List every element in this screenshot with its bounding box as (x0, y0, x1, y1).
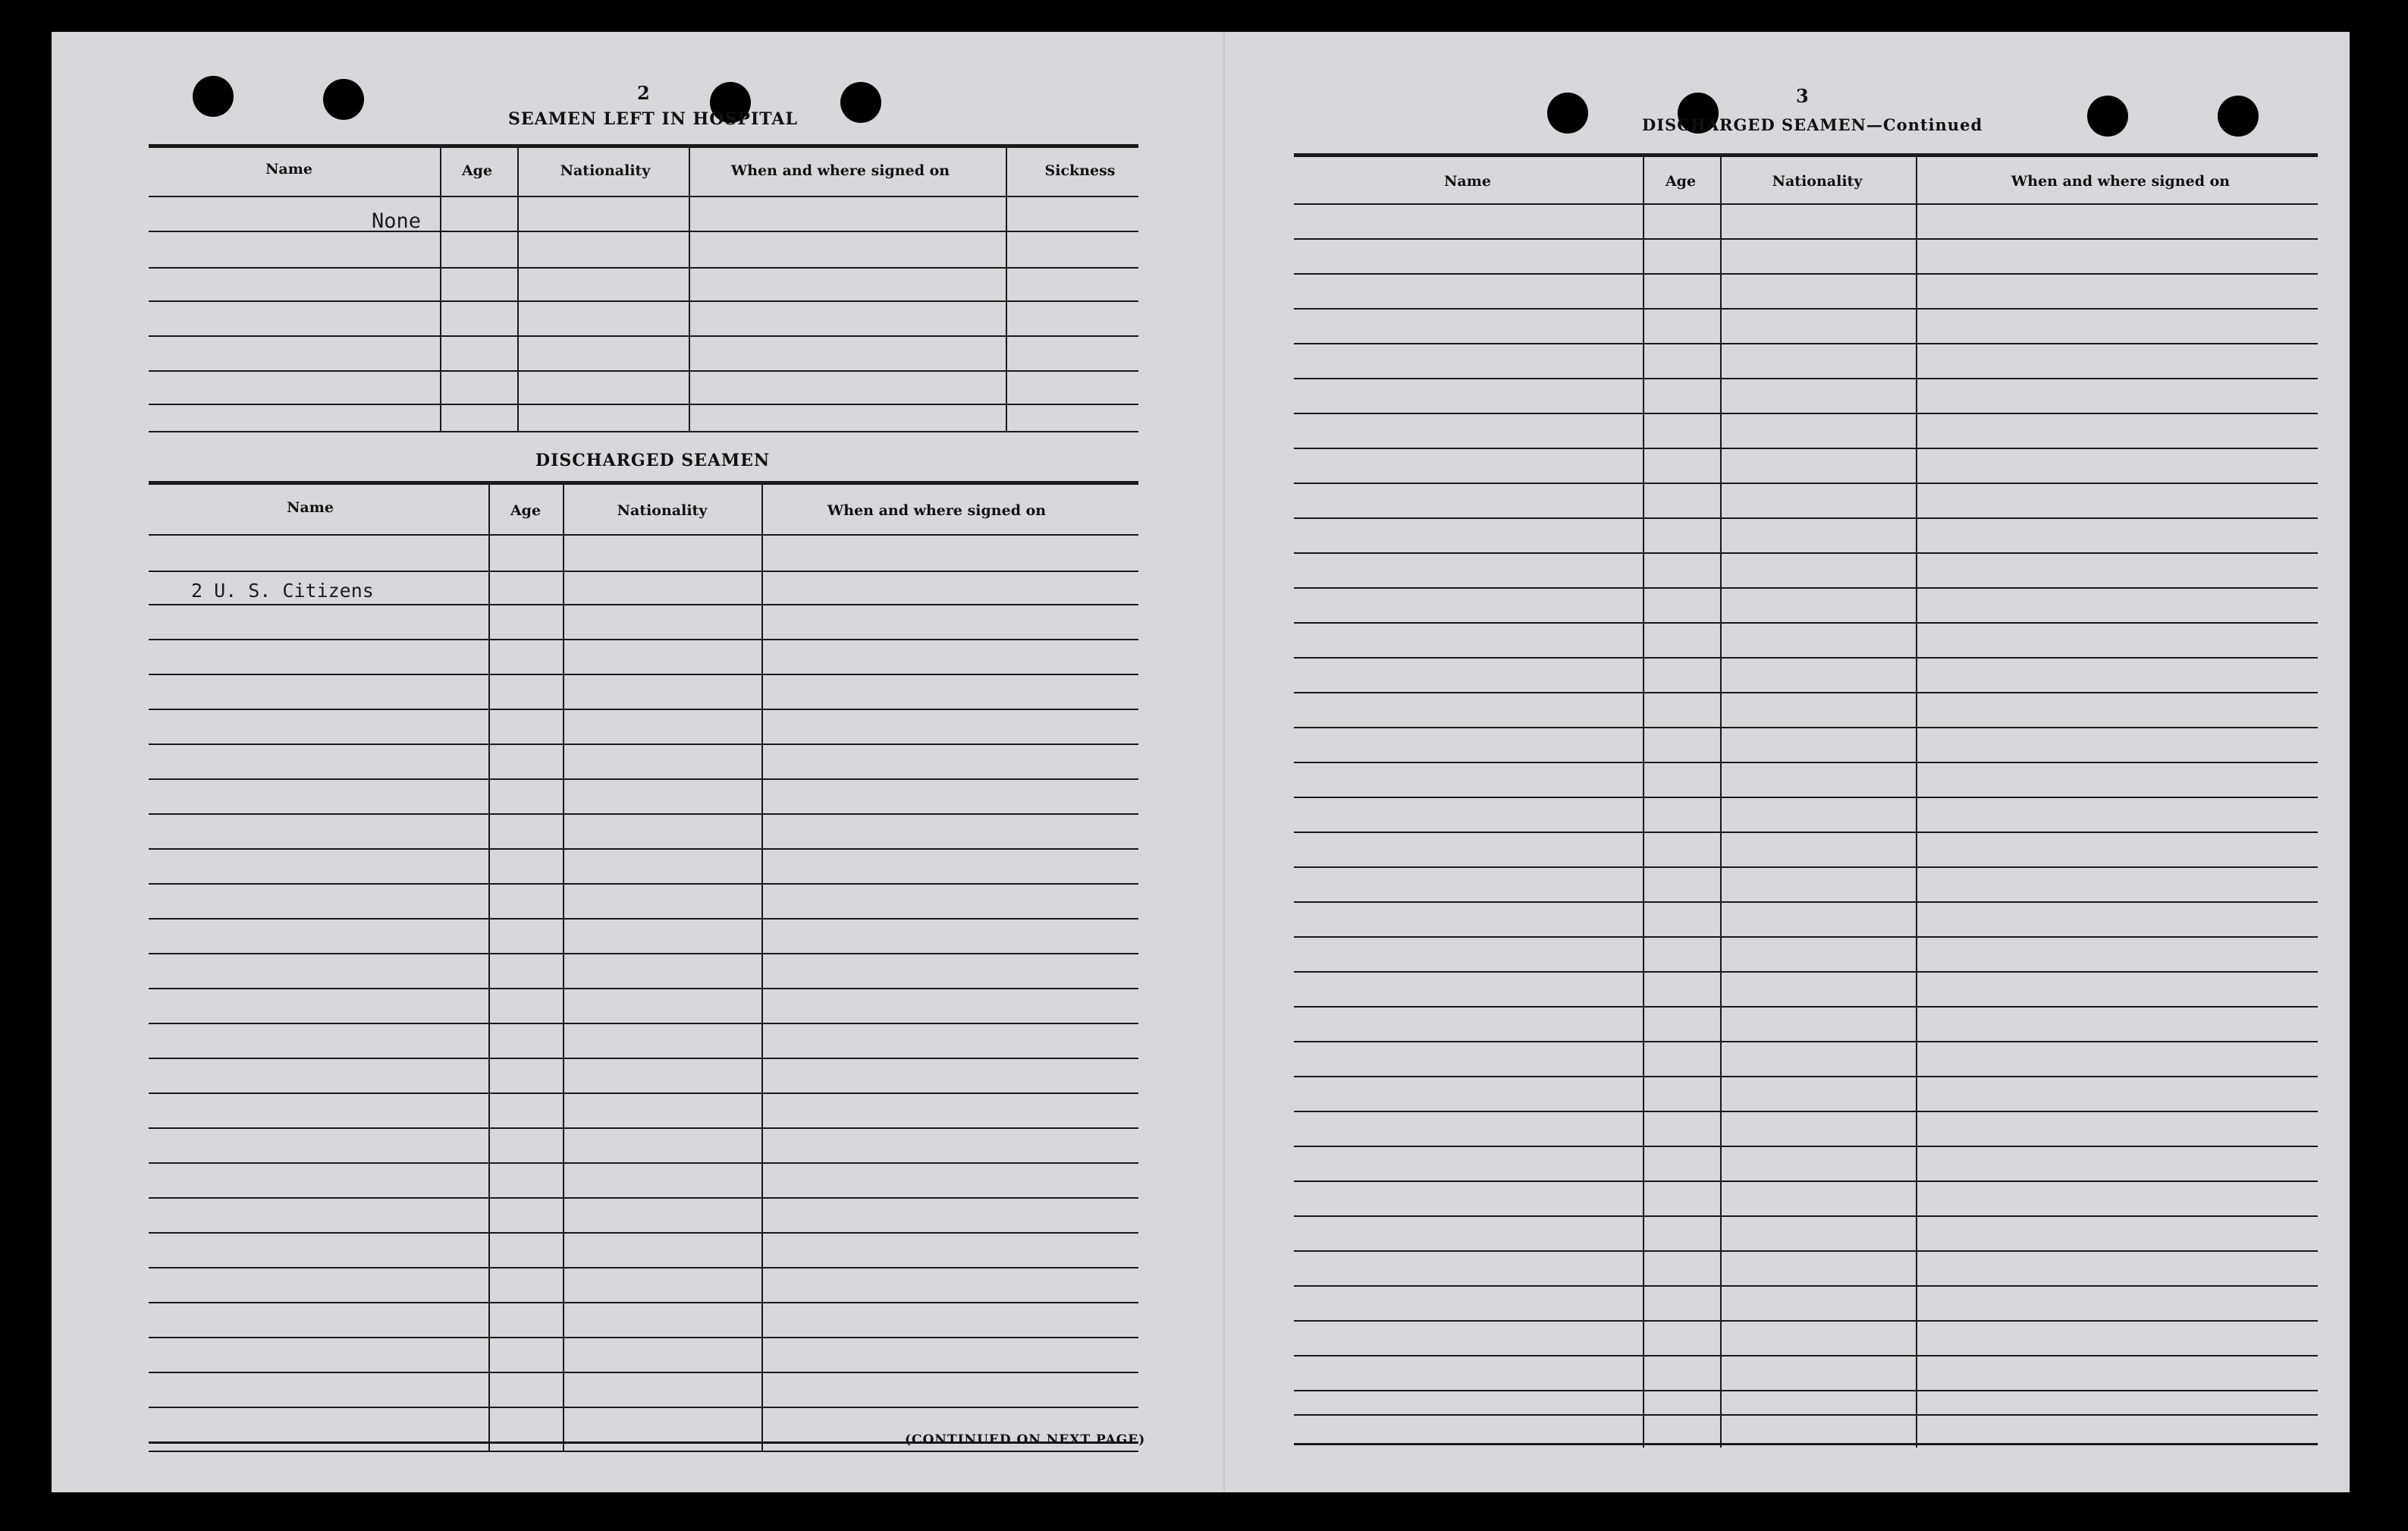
table-row-line (149, 571, 1138, 572)
table-rule (1294, 1443, 2318, 1445)
column-header-nationality: Nationality (560, 162, 651, 179)
table-row-line (149, 883, 1138, 885)
punch-hole (1547, 93, 1588, 134)
table-row-line (149, 1267, 1138, 1268)
table-row-line (1294, 552, 2318, 554)
table-rule (149, 144, 1138, 148)
hospital-section-title: SEAMEN LEFT IN HOSPITAL (508, 109, 798, 129)
column-header-name: Name (265, 161, 312, 178)
column-divider (1643, 156, 1644, 1448)
page-number: 3 (1796, 85, 1809, 107)
table-row-line (149, 1127, 1138, 1129)
table-row-line (1294, 343, 2318, 344)
table-row-line (149, 1162, 1138, 1164)
table-row-line (1294, 517, 2318, 519)
punch-hole (193, 76, 234, 117)
table-row-line (1294, 657, 2318, 659)
page-number: 2 (637, 82, 650, 104)
table-row-line (149, 674, 1138, 675)
hospital-entry: None (372, 209, 422, 233)
table-row-line (1294, 622, 2318, 624)
table-row-line (149, 1023, 1138, 1024)
column-divider (488, 484, 490, 1452)
column-header-when-where-signed-on: When and where signed on (2011, 173, 2231, 190)
table-row-line (149, 1302, 1138, 1303)
table-row-line (149, 431, 1138, 432)
page-fold (1223, 32, 1225, 1492)
table-row-line (1294, 901, 2318, 903)
column-header-when-where-signed-on: When and where signed on (730, 162, 950, 179)
table-row-line (149, 196, 1138, 197)
punch-hole (2087, 96, 2128, 137)
column-header-when-where-signed-on: When and where signed on (827, 502, 1047, 519)
punch-hole (2218, 96, 2259, 137)
discharged-continued-title: DISCHARGED SEAMEN—Continued (1642, 115, 1983, 134)
table-row-line (149, 639, 1138, 640)
table-row-line (1294, 692, 2318, 693)
table-row-line (1294, 1250, 2318, 1252)
column-header-age: Age (1665, 173, 1697, 190)
column-divider (1006, 147, 1007, 432)
table-row-line (149, 335, 1138, 337)
table-row-line (149, 1058, 1138, 1059)
table-row-line (1294, 1320, 2318, 1322)
table-row-line (149, 370, 1138, 372)
table-row-line (1294, 378, 2318, 379)
column-header-age: Age (510, 502, 542, 519)
punch-hole (840, 82, 881, 123)
table-row-line (1294, 273, 2318, 275)
table-row-line (1294, 1355, 2318, 1357)
table-row-line (1294, 866, 2318, 868)
table-rule (1294, 153, 2318, 157)
table-row-line (149, 404, 1138, 405)
table-row-line (1294, 1180, 2318, 1182)
discharged-entry: 2 U. S. Citizens (191, 580, 374, 602)
table-row-line (1294, 727, 2318, 728)
table-row-line (1294, 797, 2318, 798)
document-sheet (52, 32, 2350, 1492)
table-row-line (1294, 1146, 2318, 1147)
table-row-line (149, 778, 1138, 780)
table-row-line (149, 1372, 1138, 1373)
column-header-name: Name (287, 499, 334, 516)
column-header-nationality: Nationality (617, 502, 708, 519)
table-row-line (1294, 308, 2318, 310)
table-row-line (1294, 1390, 2318, 1391)
table-rule (149, 1451, 1138, 1452)
table-row-line (1294, 1414, 2318, 1416)
table-row-line (1294, 1006, 2318, 1008)
table-row-line (1294, 238, 2318, 240)
column-divider (440, 147, 441, 432)
table-row-line (149, 604, 1138, 605)
table-row-line (1294, 203, 2318, 205)
table-row-line (149, 743, 1138, 745)
table-row-line (1294, 413, 2318, 414)
table-row-line (149, 1232, 1138, 1234)
table-rule (149, 481, 1138, 485)
discharged-section-title: DISCHARGED SEAMEN (535, 451, 771, 470)
column-header-sickness: Sickness (1044, 162, 1116, 179)
column-header-name: Name (1444, 173, 1491, 190)
continued-note: (CONTINUED ON NEXT PAGE) (905, 1432, 1146, 1448)
table-row-line (149, 267, 1138, 269)
column-divider (1916, 156, 1917, 1448)
table-row-line (1294, 936, 2318, 938)
table-row-line (149, 1337, 1138, 1338)
table-row-line (1294, 483, 2318, 484)
column-divider (761, 484, 763, 1452)
column-header-nationality: Nationality (1772, 173, 1863, 190)
table-row-line (149, 848, 1138, 850)
table-row-line (1294, 448, 2318, 449)
table-row-line (1294, 832, 2318, 833)
column-divider (1720, 156, 1722, 1448)
table-row-line (1294, 1076, 2318, 1077)
table-row-line (149, 231, 1138, 232)
table-row-line (149, 534, 1138, 536)
table-row-line (1294, 1041, 2318, 1042)
table-row-line (149, 953, 1138, 954)
table-row-line (1294, 1111, 2318, 1112)
column-divider (563, 484, 564, 1452)
table-row-line (149, 300, 1138, 302)
column-divider (689, 147, 690, 432)
column-header-age: Age (461, 162, 493, 179)
table-row-line (149, 918, 1138, 920)
table-row-line (149, 1092, 1138, 1094)
table-row-line (149, 813, 1138, 815)
table-row-line (1294, 762, 2318, 763)
table-row-line (149, 1407, 1138, 1408)
table-row-line (1294, 587, 2318, 589)
punch-hole (323, 79, 364, 120)
table-row-line (149, 988, 1138, 989)
table-row-line (149, 709, 1138, 710)
table-row-line (149, 1197, 1138, 1199)
table-row-line (1294, 1215, 2318, 1217)
table-row-line (1294, 971, 2318, 973)
column-divider (517, 147, 519, 432)
table-row-line (1294, 1285, 2318, 1287)
